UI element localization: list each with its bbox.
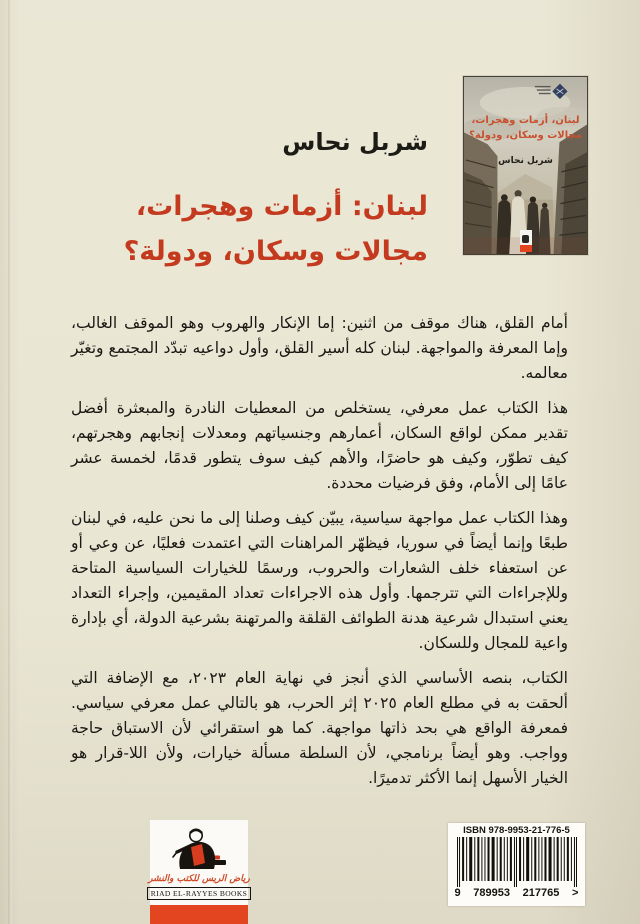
publisher-logo [150,820,248,924]
title-line-2: مجالات وسكان، ودولة؟ [123,236,428,267]
publisher-logo-card [150,820,248,905]
barcode-digit-group: 9 [454,887,461,899]
author-name: شربل نحاس [282,128,428,156]
title-line-1: لبنان: أزمات وهجرات، [135,191,428,222]
blurb-paragraph: الكتاب، بنصه الأساسي الذي أنجز في نهاية العام ٢٠٢٣، مع الإضافة التي ألحقت به في مطلع العام ٢٠٢٥ إثر الحرب، هو بالتالي عمل معرفي سياسي. فمعرفة الواقع هي بحد ذاتها مواجهة. كما هو استقرائي لأن الاستباق حاجة وواجب. وهو أيضاً برنامجي، لأن السلطة مسألة خيارات، ولأن اللا-قرار هو الخيار الأسهل إنما الأكثر تدميرًا. [71,669,568,787]
thumbnail-title-line-2: مجالات وسكان، ودولة؟ [469,129,582,141]
book-title [124,184,428,274]
publisher-figure-icon [168,823,230,873]
barcode-digit-group: 789953 [473,887,510,899]
publisher-mark-red-bar [520,245,532,252]
barcode-digit-group: 217765 [522,887,560,899]
barcode-box [448,823,585,906]
blurb-text [71,311,568,791]
thumbnail-publisher-mark [520,230,532,252]
cover-spine-crease [8,0,12,924]
publisher-mark-figure-icon [522,235,529,243]
barcode-digit-group: > [572,887,579,899]
thumbnail-author: شربل نحاس [498,156,553,166]
front-cover-thumbnail [463,76,588,255]
isbn-label: ISBN 978-9953-21-776-5 [463,825,570,836]
blurb-paragraph: أمام القلق، هناك موقف من اثنين: إما الإنكار والهروب وهو الموقف الغالب، وإما المعرفة والمواجهة. لبنان كله أسير القلق، وأول دواعيه تبدّد المجتمع وتغيّر معالمه. [71,314,568,382]
publisher-name-arabic: رياض الريس للكتب والنشر [148,874,250,884]
thumbnail-title [464,114,587,143]
barcode-icon [457,837,577,887]
barcode-number [455,887,579,900]
blurb-paragraph: وهذا الكتاب عمل مواجهة سياسية، يبيّن كيف وصلنا إلى ما نحن عليه، في لبنان طبعًا وإنما أيضاً في سوريا، فيظهّر المراهنات التي اعتمدت فعليًا، عن وعي أو عن استعفاء خلف الشعارات والحروب، ورسمًا للخيارات السياسية المتاحة وللإجراءات التي تترجمها. وأول هذه الاجراءات تعداد المقيمين، وإجراء التعداد يعني استبدال شرعية هدنة الطوائف القلقة والمرتهنة بشرعية الدولة، أي بإدارة واعية للمجال وللسكان. [71,509,568,652]
publisher-name-english: RIAD EL-RAYYES BOOKS [147,887,251,900]
blurb-paragraph: هذا الكتاب عمل معرفي، يستخلص من المعطيات النادرة والمبعثرة أفضل تقدير ممكن لواقع السكان، أعمارهم وجنسياتهم ومعدلات إنجابهم وهجرتهم، كيف تطوّر، وكيف هو حاضرًا، والأهم كيف سوف يتطور قدمًا، لخمسة عشر عامًا إلى الأمام، وفق فرضيات محددة. [71,399,568,492]
publisher-red-bar [150,905,248,924]
thumbnail-title-line-1: لبنان، أزمات وهجرات، [471,115,580,126]
